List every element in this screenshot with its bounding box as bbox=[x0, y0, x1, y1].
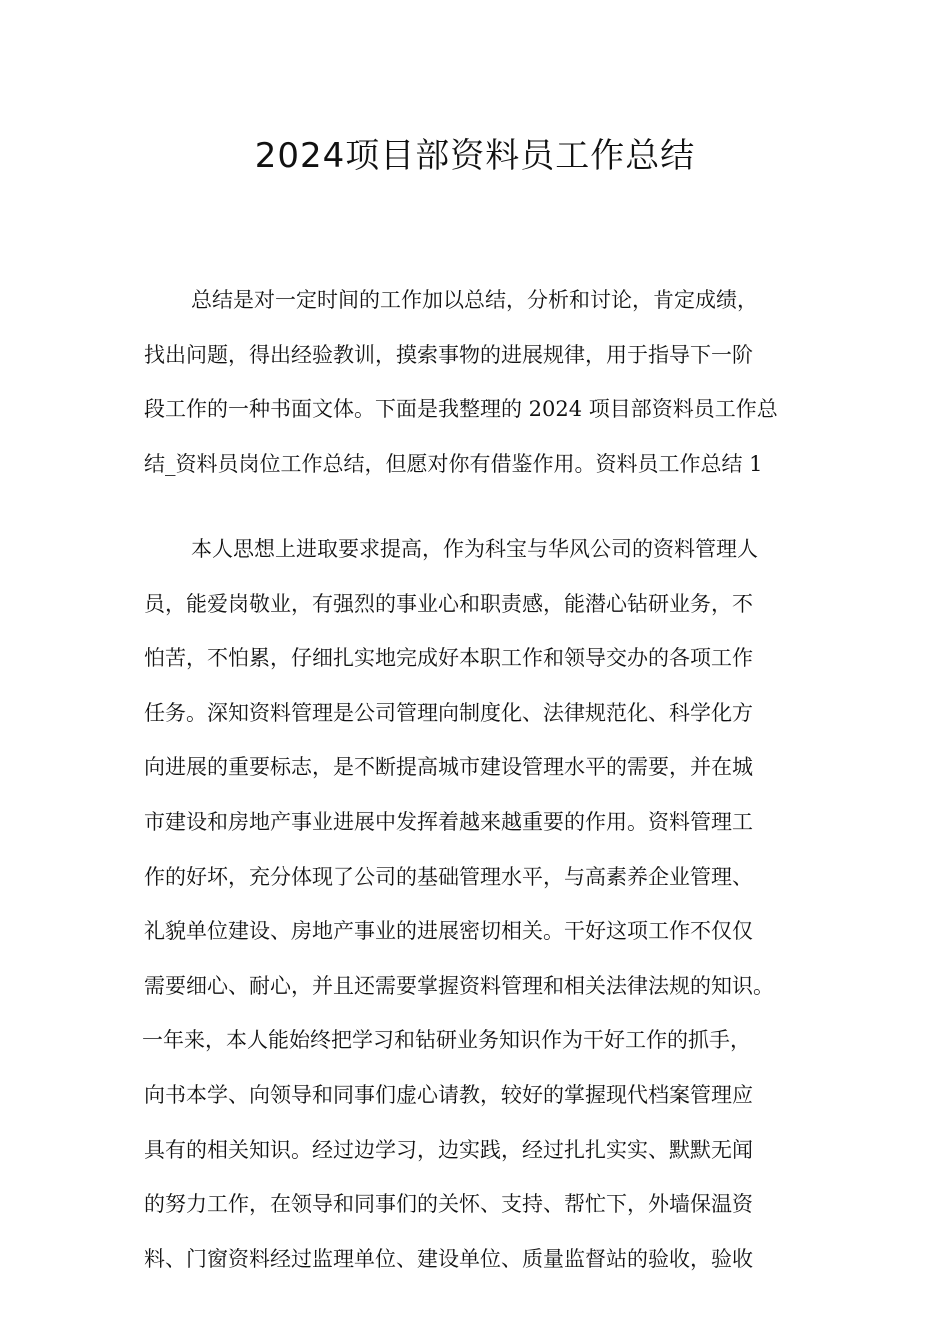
paragraph-line: 找出问题，得出经验教训，摸索事物的进展规律，用于指导下一阶 bbox=[144, 342, 753, 367]
paragraph-line: 任务。深知资料管理是公司管理向制度化、法律规范化、科学化方 bbox=[144, 700, 753, 725]
paragraph-line: 作的好坏，充分体现了公司的基础管理水平，与高素养企业管理、 bbox=[144, 864, 753, 889]
paragraph-line: 市建设和房地产事业进展中发挥着越来越重要的作用。资料管理工 bbox=[144, 809, 753, 834]
paragraph-line: 结_资料员岗位工作总结，但愿对你有借鉴作用。资料员工作总结 1 bbox=[144, 451, 763, 476]
paragraph-line: 礼貌单位建设、房地产事业的进展密切相关。干好这项工作不仅仅 bbox=[144, 919, 753, 944]
intro-paragraph bbox=[144, 273, 824, 491]
body-paragraph bbox=[144, 522, 824, 1286]
paragraph-line: 总结是对一定时间的工作加以总结，分析和讨论，肯定成绩， bbox=[191, 288, 758, 312]
paragraph-line: 怕苦，不怕累，仔细扎实地完成好本职工作和领导交办的各项工作 bbox=[144, 646, 753, 671]
document-title: 2024项目部资料员工作总结 bbox=[254, 136, 696, 176]
paragraph-line: 本人思想上进取要求提高，作为科宝与华风公司的资料管理人 bbox=[191, 537, 758, 561]
paragraph-line: 向书本学、向领导和同事们虚心请教，较好的掌握现代档案管理应 bbox=[144, 1082, 753, 1107]
paragraph-line: 一年来，本人能始终把学习和钻研业务知识作为干好工作的抓手， bbox=[142, 1028, 751, 1053]
paragraph-line: 段工作的一种书面文体。下面是我整理的 2024 项目部资料员工作总 bbox=[144, 397, 778, 422]
paragraph-line: 的努力工作，在领导和同事们的关怀、支持、帮忙下，外墙保温资 bbox=[144, 1192, 753, 1217]
paragraph-line: 向进展的重要标志，是不断提高城市建设管理水平的需要，并在城 bbox=[144, 755, 753, 780]
paragraph-line: 需要细心、耐心，并且还需要掌握资料管理和相关法律法规的知识。 bbox=[144, 973, 774, 998]
paragraph-line: 员，能爱岗敬业，有强烈的事业心和职责感，能潜心钻研业务，不 bbox=[144, 591, 753, 616]
paragraph-line: 具有的相关知识。经过边学习，边实践，经过扎扎实实、默默无闻 bbox=[144, 1137, 753, 1162]
paragraph-line: 料、门窗资料经过监理单位、建设单位、质量监督站的验收，验收 bbox=[144, 1246, 753, 1271]
